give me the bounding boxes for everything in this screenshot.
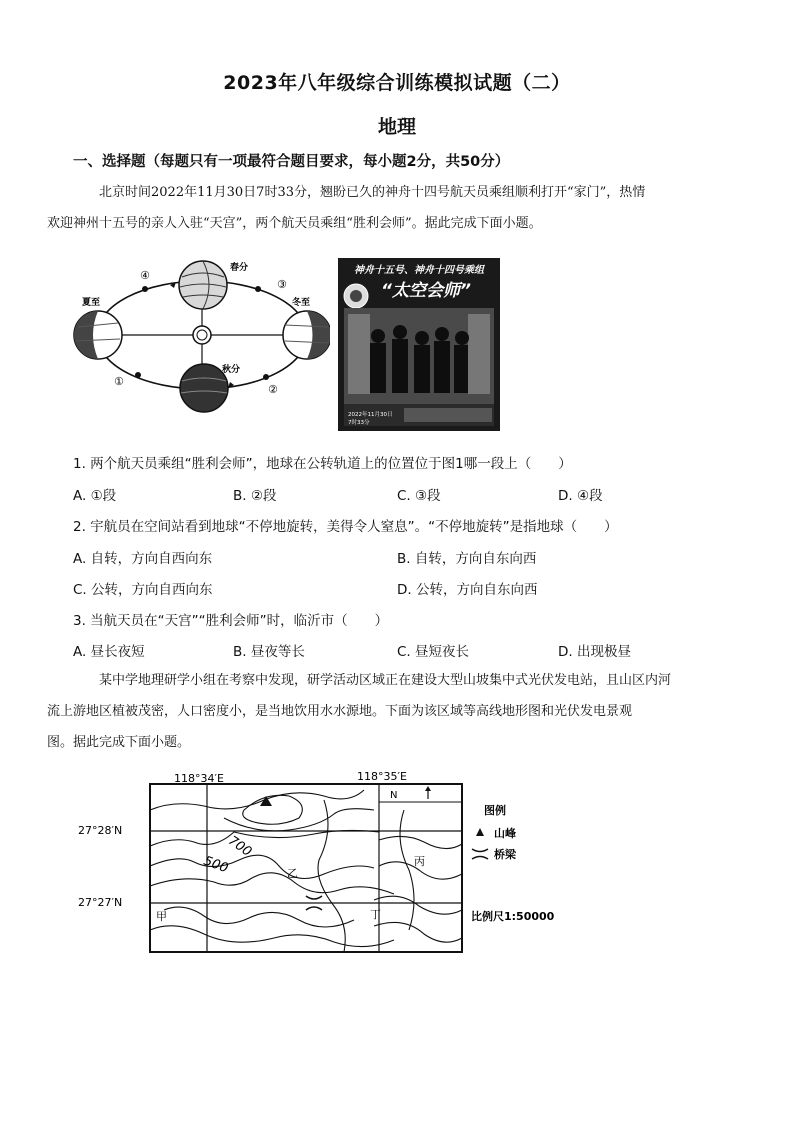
passage-2-line-3: 图。据此完成下面小题。 (47, 735, 191, 750)
longitude-label-2: 118°35′E (357, 770, 407, 783)
legend-peak-label: 山峰 (494, 827, 516, 840)
label-autumn: 秋分 (222, 365, 241, 375)
photo-time: 7时33分 (348, 420, 370, 426)
place-ding: 丁 (370, 908, 381, 921)
sun-icon (193, 326, 211, 344)
contour-label-500: 500 (201, 853, 231, 877)
contour-map (74, 770, 574, 970)
latitude-label-1: 27°28′N (78, 824, 123, 837)
q2-option-d[interactable]: D. 公转，方向自东向西 (397, 582, 538, 598)
passage-2-line-1: 某中学地理研学小组在考察中发现，研学活动区域正在建设大型山坡集中式光伏发电站，且山区内河 (99, 673, 672, 688)
q3-option-d[interactable]: D. 出现极昼 (558, 644, 631, 660)
contour-label-700: 700 (225, 833, 255, 860)
passage-1-line-1: 北京时间2022年11月30日7时33分，翘盼已久的神舟十四号航天员乘组顺利打开“家门”，热情 (99, 185, 646, 200)
earth-orbit-diagram (70, 255, 330, 415)
label-segment-2: ② (268, 383, 278, 396)
passage-2 (47, 665, 723, 758)
photo-date: 2022年11月30日 (348, 412, 393, 418)
earth-winter-icon (283, 311, 330, 359)
question-3-stem: 3. 当航天员在“天宫”“胜利会师”时，临沂市（ ） (73, 613, 389, 629)
label-segment-1: ① (114, 375, 124, 388)
q1-option-a[interactable]: A. ①段 (73, 488, 117, 504)
photo-caption-top: 神舟十五号、神舟十四号乘组 (354, 265, 484, 276)
map-scale: 比例尺1:50000 (471, 910, 555, 923)
label-summer: 夏至 (82, 298, 101, 308)
legend-bridge-label: 桥梁 (494, 848, 516, 861)
q3-option-b[interactable]: B. 昼夜等长 (233, 644, 305, 660)
q1-option-b[interactable]: B. ②段 (233, 488, 277, 504)
space-meeting-photo (338, 258, 500, 431)
question-2-stem: 2. 宇航员在空间站看到地球“不停地旋转，美得令人窒息”。“不停地旋转”是指地球（ ） (73, 519, 618, 535)
q3-option-c[interactable]: C. 昼短夜长 (397, 644, 470, 660)
latitude-label-2: 27°27′N (78, 896, 123, 909)
place-yi: 乙 (287, 867, 298, 880)
earth-spring-icon (179, 261, 227, 309)
q1-option-d[interactable]: D. ④段 (558, 488, 603, 504)
passage-1 (47, 177, 723, 239)
subject-title: 地理 (377, 116, 416, 138)
section-heading: 一、选择题（每题只有一项最符合题目要求，每小题2分，共50分） (73, 154, 510, 170)
longitude-label-1: 118°34′E (174, 772, 224, 785)
legend-title: 图例 (484, 804, 506, 817)
page-title: 2023年八年级综合训练模拟试题（二） (223, 72, 571, 94)
legend-bridge-icon (472, 849, 488, 859)
q1-option-c[interactable]: C. ③段 (397, 488, 441, 504)
legend-peak-icon (476, 828, 484, 836)
label-segment-3: ③ (277, 278, 287, 291)
q3-option-a[interactable]: A. 昼长夜短 (73, 644, 145, 660)
place-bing: 丙 (414, 855, 425, 868)
earth-summer-icon (74, 311, 122, 359)
passage-1-line-2: 欢迎神州十五号的亲人入驻“天宫”，两个航天员乘组“胜利会师”。据此完成下面小题。 (47, 216, 542, 231)
question-1-stem: 1. 两个航天员乘组“胜利会师”，地球在公转轨道上的位置位于图1哪一段上（ ） (73, 456, 572, 472)
passage-2-line-2: 流上游地区植被茂密，人口密度小，是当地饮用水水源地。下面为该区域等高线地形图和光伏发电景观 (47, 704, 633, 719)
label-winter: 冬至 (292, 298, 311, 308)
label-segment-4: ④ (140, 269, 150, 282)
q2-option-a[interactable]: A. 自转，方向自西向东 (73, 551, 213, 567)
q2-option-c[interactable]: C. 公转，方向自西向东 (73, 582, 213, 598)
north-label: N (390, 790, 398, 801)
place-jia: 甲 (156, 910, 167, 923)
q2-option-b[interactable]: B. 自转，方向自东向西 (397, 551, 537, 567)
photo-caption-main: “太空会师” (381, 281, 471, 301)
earth-autumn-icon (180, 364, 228, 412)
label-spring: 春分 (230, 263, 249, 273)
